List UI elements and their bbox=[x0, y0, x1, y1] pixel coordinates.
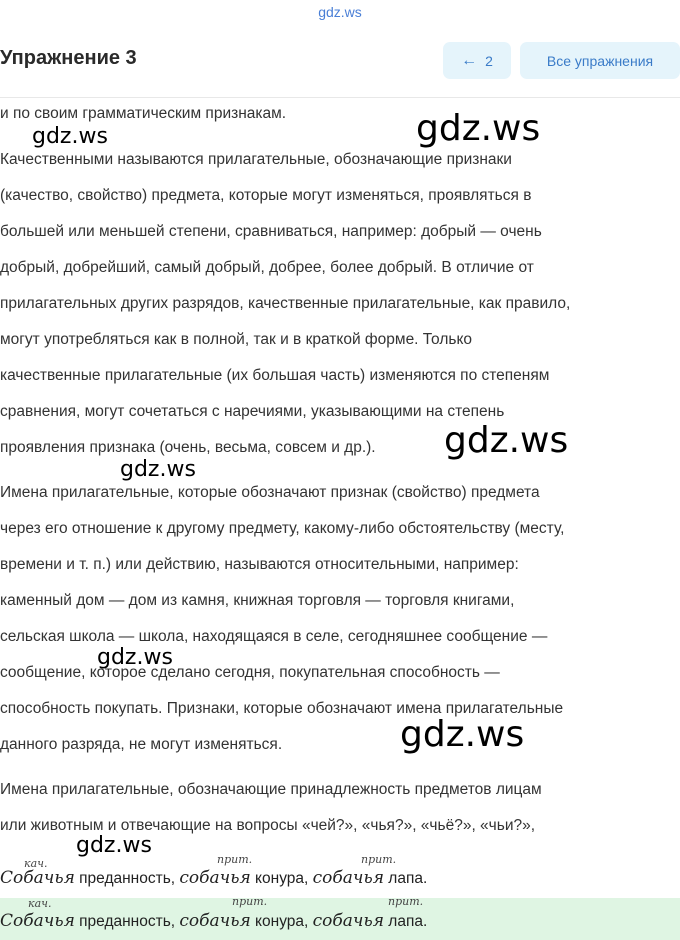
watermark: gdz.ws bbox=[416, 108, 541, 149]
text-line: (качество, свойство) предмета, которые могут изменяться, проявляться в bbox=[0, 187, 532, 204]
watermark: gdz.ws bbox=[76, 833, 152, 858]
example-text: конура, bbox=[250, 870, 313, 887]
watermark: gdz.ws bbox=[444, 420, 569, 461]
example-word: Собачья bbox=[0, 868, 75, 888]
example-text: преданность, bbox=[74, 870, 180, 887]
note-prit: прит. bbox=[232, 895, 268, 908]
text-line: добрый, добрейший, самый добрый, добрее, более добрый. В отличие от bbox=[0, 259, 534, 276]
text-line: времени и т. п.) или действию, называются относительными, например: bbox=[0, 556, 519, 573]
text-line: и по своим грамматическим признакам. bbox=[0, 105, 287, 122]
site-logo[interactable]: gdz.ws bbox=[318, 4, 362, 20]
text-line: качественные прилагательные (их большая часть) изменяются по степеням bbox=[0, 367, 550, 384]
previous-exercise-label: 2 bbox=[485, 52, 493, 69]
example-word: Собачья bbox=[0, 911, 75, 931]
text-line: сообщение, которое сделано сегодня, покупательная способность — bbox=[0, 664, 500, 681]
text-line: прилагательных других разрядов, качественные прилагательные, как правило, bbox=[0, 295, 571, 312]
note-kach: кач. bbox=[24, 857, 48, 870]
page-title: Упражнение 3 bbox=[0, 47, 137, 69]
note-prit: прит. bbox=[217, 853, 253, 866]
example-text: лапа. bbox=[383, 870, 428, 887]
watermark: gdz.ws bbox=[32, 124, 108, 149]
example-word: собачья bbox=[312, 911, 384, 931]
example-sentence bbox=[0, 868, 427, 888]
text-line: Качественными называются прилагательные, обозначающие признаки bbox=[0, 151, 512, 168]
example-text: конура, bbox=[250, 913, 313, 930]
example-text: лапа. bbox=[383, 913, 428, 930]
text-line: каменный дом — дом из камня, книжная торговля — торговля книгами, bbox=[0, 592, 515, 609]
text-line: большей или меньшей степени, сравниваться, например: добрый — очень bbox=[0, 223, 542, 240]
text-line: Имена прилагательные, которые обозначают признак (свойство) предмета bbox=[0, 484, 540, 501]
example-text: преданность, bbox=[74, 913, 180, 930]
example-word: собачья bbox=[312, 868, 384, 888]
watermark: gdz.ws bbox=[400, 714, 525, 755]
previous-exercise-button[interactable] bbox=[443, 42, 511, 79]
header-divider bbox=[0, 97, 680, 98]
example-word: собачья bbox=[179, 868, 251, 888]
note-kach: кач. bbox=[28, 897, 52, 910]
text-line: сельская школа — школа, находящаяся в селе, сегодняшнее сообщение — bbox=[0, 628, 548, 645]
all-exercises-button[interactable]: Все упражнения bbox=[520, 42, 680, 79]
example-word: собачья bbox=[179, 911, 251, 931]
example-answer bbox=[0, 911, 427, 931]
text-line: или животным и отвечающие на вопросы «чей?», «чья?», «чьё?», «чьи?», bbox=[0, 817, 536, 834]
arrow-left-icon: ← bbox=[461, 51, 478, 69]
text-line: могут употребляться как в полной, так и в краткой форме. Только bbox=[0, 331, 473, 348]
watermark: gdz.ws bbox=[120, 457, 196, 482]
watermark: gdz.ws bbox=[97, 645, 173, 670]
text-line: данного разряда, не могут изменяться. bbox=[0, 736, 283, 753]
text-line: через его отношение к другому предмету, какому-либо обстоятельству (месту, bbox=[0, 520, 565, 537]
text-line: способность покупать. Признаки, которые обозначают имена прилагательные bbox=[0, 700, 564, 717]
note-prit: прит. bbox=[388, 895, 424, 908]
text-line: проявления признака (очень, весьма, совсем и др.). bbox=[0, 439, 376, 456]
note-prit: прит. bbox=[361, 853, 397, 866]
text-line: сравнения, могут сочетаться с наречиями, указывающими на степень bbox=[0, 403, 505, 420]
text-line: Имена прилагательные, обозначающие принадлежность предметов лицам bbox=[0, 781, 542, 798]
